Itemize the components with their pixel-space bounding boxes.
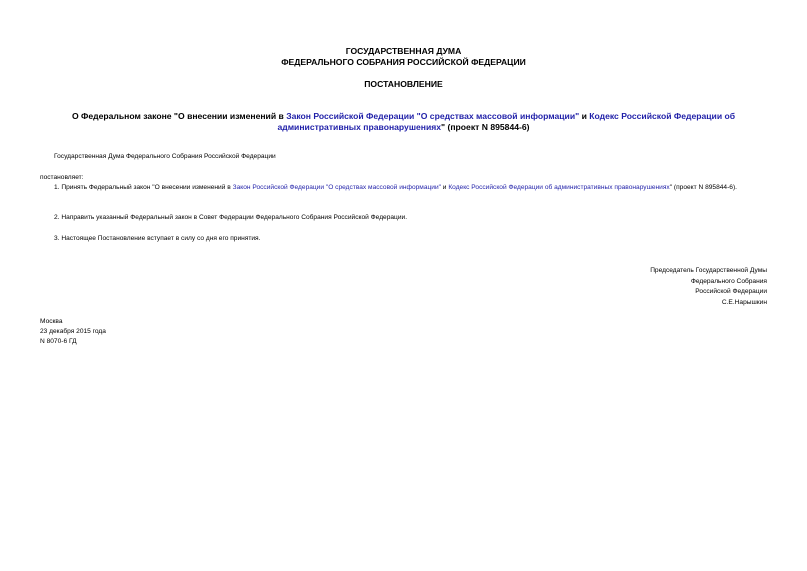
signature-block xyxy=(650,266,767,308)
signature-line-3: Российской Федерации xyxy=(695,288,767,295)
item1-mid: и xyxy=(440,184,449,191)
document-title xyxy=(40,111,767,133)
signature-line-2: Федерального Собрания xyxy=(690,277,767,285)
footer-date: 23 декабря 2015 года xyxy=(40,328,106,335)
item1-prefix: 1. Принять Федеральный закон "О внесении изменений в xyxy=(54,184,233,191)
item-1 xyxy=(40,183,769,192)
item-3: 3. Настоящее Постановление вступает в силу со дня его принятия. xyxy=(54,235,261,242)
intro-text: Государственная Дума Федерального Собрания Российской Федерации xyxy=(54,153,276,160)
resolves-text: постановляет: xyxy=(40,174,84,181)
footer-block xyxy=(40,317,106,347)
signature-name: С.Е.Нарышкин xyxy=(721,298,767,306)
signature-line-1: Председатель Государственной Думы xyxy=(650,267,767,274)
title-link-admin-code[interactable]: Кодекс Российской Федерации об административных правонарушениях xyxy=(277,111,736,132)
title-suffix: " (проект N 895844-6) xyxy=(441,122,530,132)
footer-number: N 8070-6 ГД xyxy=(40,338,77,345)
item1-suffix: " (проект N 895844-6). xyxy=(669,184,737,191)
item1-link-media-law[interactable]: Закон Российской Федерации "О средствах массовой информации" xyxy=(232,184,441,191)
header-line-2: ФЕДЕРАЛЬНОГО СОБРАНИЯ РОССИЙСКОЙ ФЕДЕРАЦИИ xyxy=(281,57,526,67)
footer-city: Москва xyxy=(40,318,63,325)
item1-link-admin-code[interactable]: Кодекс Российской Федерации об административных правонарушениях xyxy=(448,184,670,191)
item-2: 2. Направить указанный Федеральный закон в Совет Федерации Федерального Собрания Российской Федерации. xyxy=(54,214,408,221)
title-prefix: О Федеральном законе "О внесении изменений в xyxy=(71,111,287,121)
header-line-1: ГОСУДАРСТВЕННАЯ ДУМА xyxy=(345,46,462,56)
document-type: ПОСТАНОВЛЕНИЕ xyxy=(364,79,443,89)
title-mid: и xyxy=(579,111,590,121)
title-link-media-law[interactable]: Закон Российской Федерации "О средствах массовой информации" xyxy=(286,111,580,121)
